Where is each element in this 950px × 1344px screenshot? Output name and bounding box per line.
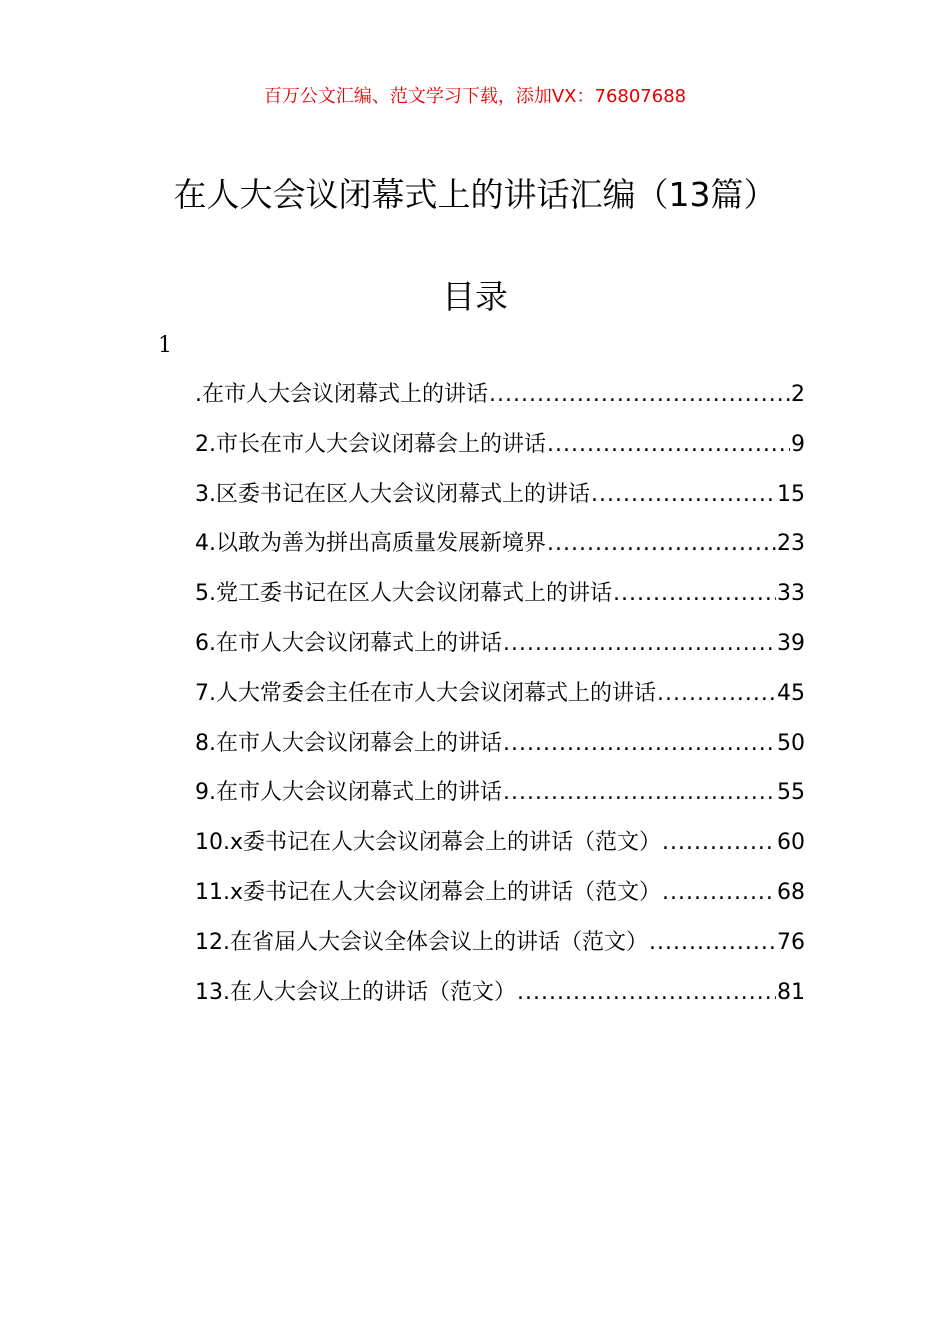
toc-entry-page: 76: [777, 929, 805, 955]
toc-entry-title: 9.在市人大会议闭幕式上的讲话: [195, 780, 502, 806]
toc-heading: 目录: [442, 277, 508, 316]
toc-leader-dots: [591, 477, 776, 513]
header-notice: 百万公文汇编、范文学习下载，添加VX：76807688: [263, 86, 687, 107]
toc-entry-page: 15: [777, 481, 805, 507]
toc-leader-dots: [613, 576, 776, 612]
toc-entry-page: 45: [777, 680, 805, 706]
toc-entry-title: 5.党工委书记在区人大会议闭幕式上的讲话: [195, 581, 612, 607]
stray-number: 1: [158, 333, 172, 358]
toc-leader-dots: [503, 775, 776, 811]
toc-entry-7[interactable]: [195, 676, 805, 726]
toc-entry-title: 3.区委书记在区人大会议闭幕式上的讲话: [195, 481, 590, 507]
toc-entry-12[interactable]: [195, 925, 805, 975]
toc-leader-dots: [547, 526, 776, 562]
toc-entry-6[interactable]: [195, 626, 805, 676]
toc-entry-page: 2: [791, 382, 805, 407]
toc-leader-dots: [547, 427, 790, 463]
toc-entry-page: 39: [777, 630, 805, 656]
toc-entry-title: 6.在市人大会议闭幕式上的讲话: [195, 630, 502, 656]
toc-entry-page: 50: [777, 730, 805, 756]
toc-entry-5[interactable]: [195, 576, 805, 626]
toc-entry-title: 11.x委书记在人大会议闭幕会上的讲话（范文）: [195, 879, 662, 905]
toc-leader-dots: [657, 676, 776, 712]
toc-entry-11[interactable]: [195, 875, 805, 925]
toc-entry-title: 7.人大常委会主任在市人大会议闭幕式上的讲话: [195, 680, 656, 706]
table-of-contents: [195, 377, 805, 1024]
toc-entry-page: 68: [777, 879, 805, 905]
toc-entry-title: 4.以敢为善为拼出高质量发展新境界: [195, 531, 546, 557]
toc-entry-title: .在市人大会议闭幕式上的讲话: [195, 382, 488, 407]
toc-entry-title: 12.在省届人大会议全体会议上的讲话（范文）: [195, 929, 648, 955]
toc-leader-dots: [649, 925, 776, 961]
toc-entry-10[interactable]: [195, 825, 805, 875]
toc-leader-dots: [662, 825, 776, 861]
toc-entry-1[interactable]: [195, 377, 805, 427]
toc-entry-title: 10.x委书记在人大会议闭幕会上的讲话（范文）: [195, 830, 662, 856]
toc-entry-9[interactable]: [195, 775, 805, 825]
document-title: 在人大会议闭幕式上的讲话汇编（13篇）: [173, 175, 777, 214]
toc-leader-dots: [503, 726, 776, 762]
toc-entry-title: 2.市长在市人大会议闭幕会上的讲话: [195, 431, 546, 457]
toc-leader-dots: [503, 626, 776, 662]
toc-leader-dots: [662, 875, 776, 911]
toc-entry-page: 60: [777, 830, 805, 856]
toc-leader-dots: [517, 975, 776, 1011]
toc-entry-title: 8.在市人大会议闭幕会上的讲话: [195, 730, 502, 756]
toc-entry-page: 23: [777, 531, 805, 557]
toc-entry-page: 81: [777, 979, 805, 1005]
toc-entry-2[interactable]: [195, 427, 805, 477]
toc-entry-page: 33: [777, 581, 805, 607]
toc-entry-8[interactable]: [195, 726, 805, 776]
toc-leader-dots: [489, 377, 790, 413]
toc-entry-page: 9: [791, 431, 805, 457]
toc-entry-4[interactable]: [195, 526, 805, 576]
toc-entry-page: 55: [777, 780, 805, 806]
toc-entry-title: 13.在人大会议上的讲话（范文）: [195, 979, 516, 1005]
toc-entry-3[interactable]: [195, 477, 805, 527]
toc-entry-13[interactable]: [195, 975, 805, 1025]
